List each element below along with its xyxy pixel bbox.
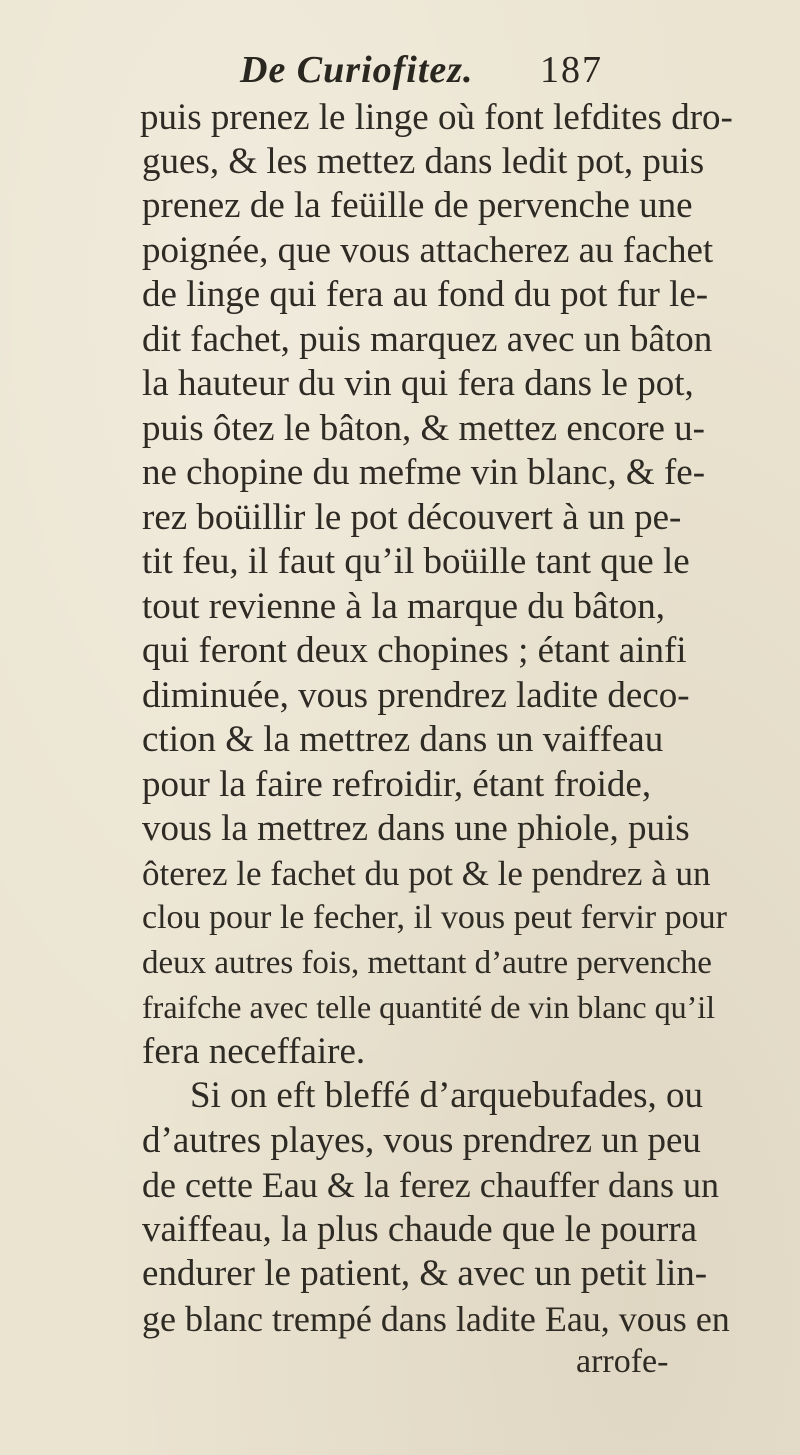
- text-line: clou pour le fecher, il vous peut fervir pour: [142, 899, 727, 936]
- text-line: vaiffeau, la plus chaude que le pourra: [142, 1209, 698, 1250]
- text-line: tit feu, il faut qu’il boüille tant que le: [142, 541, 690, 582]
- text-line: Si on eft bleffé d’arquebufades, ou: [190, 1075, 704, 1116]
- text-line: ne chopine du mefme vin blanc, & fe-: [142, 452, 706, 493]
- text-line: tout revienne à la marque du bâton,: [142, 586, 665, 627]
- text-line: vous la mettrez dans une phiole, puis: [142, 808, 690, 849]
- text-line: qui feront deux chopines ; étant ainfi: [142, 630, 687, 671]
- catchword: arrofe-: [576, 1343, 669, 1380]
- text-line: de cette Eau & la ferez chauffer dans un: [142, 1165, 720, 1205]
- text-line: d’autres playes, vous prendrez un peu: [142, 1120, 701, 1161]
- text-line: dit fachet, puis marquez avec un bâton: [142, 319, 713, 360]
- text-line: rez boüillir le pot découvert à un pe-: [142, 497, 682, 538]
- page-number: 187: [540, 49, 603, 91]
- text-line: diminuée, vous prendrez ladite deco-: [142, 675, 690, 716]
- text-line: endurer le patient, & avec un petit lin-: [142, 1253, 708, 1294]
- text-line: prenez de la feüille de pervenche une: [142, 185, 693, 226]
- text-line: deux autres fois, mettant d’autre pervenche: [142, 945, 712, 981]
- text-line: puis prenez le linge où font lefdites dro-: [140, 97, 733, 138]
- text-line: ge blanc trempé dans ladite Eau, vous en: [142, 1299, 730, 1339]
- text-line: pour la faire refroidir, étant froide,: [142, 764, 652, 805]
- text-line: ction & la mettrez dans un vaiffeau: [142, 719, 664, 760]
- text-line: puis ôtez le bâton, & mettez encore u-: [142, 408, 706, 449]
- running-title: De Curiofitez.: [240, 49, 474, 91]
- text-line: gues, & les mettez dans ledit pot, puis: [142, 141, 705, 182]
- text-line: la hauteur du vin qui fera dans le pot,: [142, 363, 694, 404]
- text-line: fraifche avec telle quantité de vin blanc qu’il: [142, 989, 716, 1025]
- text-line: de linge qui fera au fond du pot fur le-: [142, 274, 709, 315]
- text-line: ôterez le fachet du pot & le pendrez à un: [142, 854, 711, 893]
- text-line: fera neceffaire.: [142, 1031, 366, 1072]
- text-line: poignée, que vous attacherez au fachet: [142, 230, 714, 271]
- page-header: [0, 46, 800, 96]
